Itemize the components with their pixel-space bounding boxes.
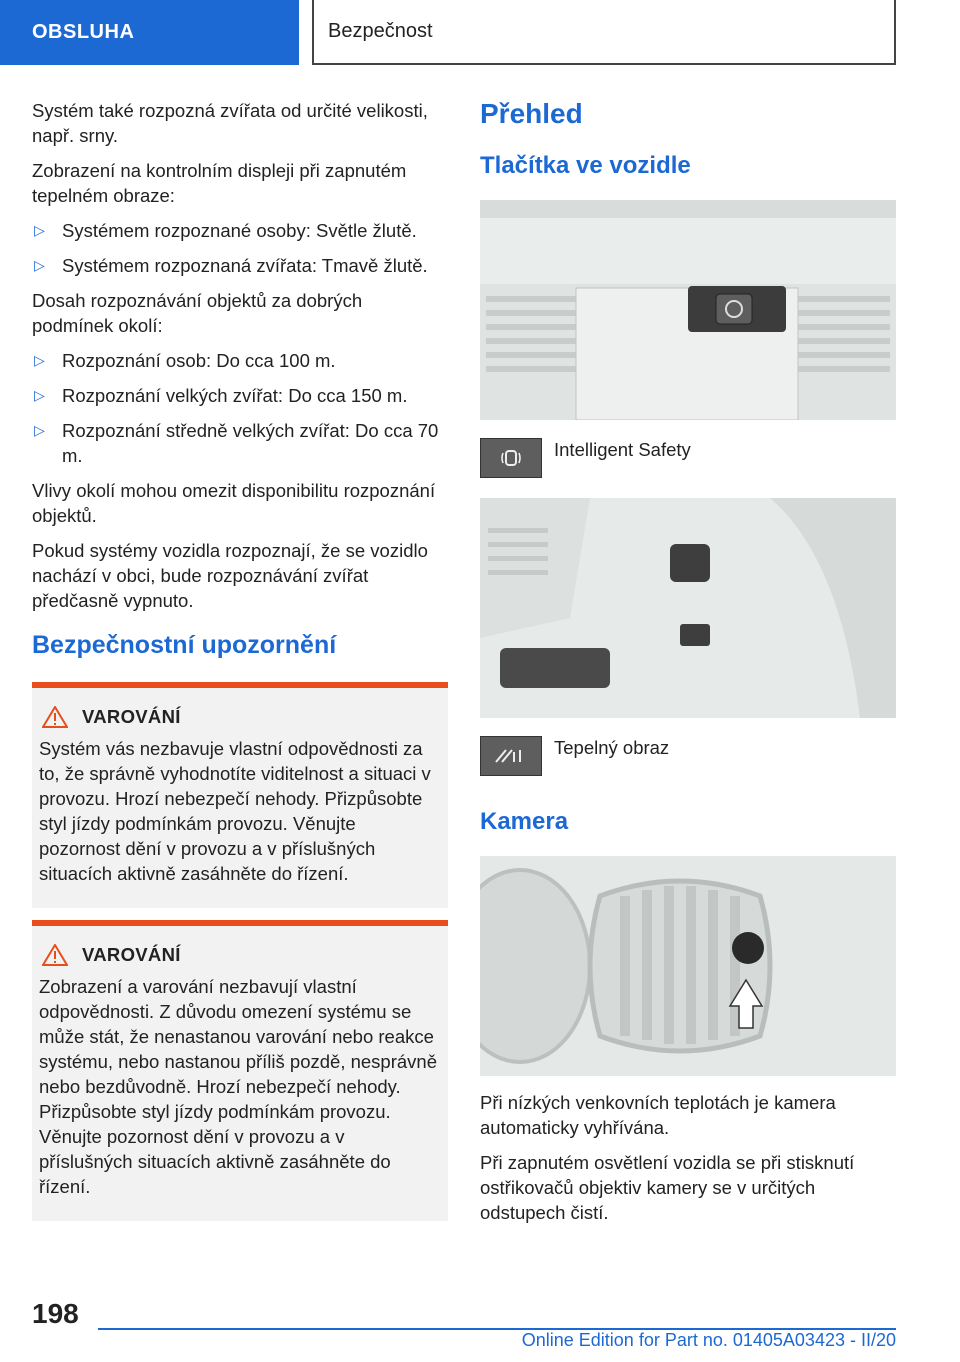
section-tab	[0, 0, 299, 65]
warning-box	[32, 920, 448, 1221]
paragraph: Zobrazení na kontrolním displeji při zapnutém tepelném obraze:	[32, 160, 407, 206]
paragraph: Při zapnutém osvětlení vozidla se při stisknutí ostřikovačů objektiv kamery se v určitých odstupech čistí.	[480, 1152, 855, 1223]
triangle-bullet-icon: ▷	[34, 222, 45, 238]
button-legend-row	[480, 736, 896, 776]
dashboard-illustration	[480, 200, 896, 420]
grille-illustration	[480, 856, 896, 1076]
list-item: ▷ Rozpoznání osob: Do cca 100 m.	[34, 350, 336, 371]
warning-text: Zobrazení a varování nezbavují vlastní odpovědnosti. Z důvodu omezení systému se může stát, že nenastanou varování nebo reakce systému, nebo nastanou příliš pozdě, nesprávně nebo bezdůvodně. Hrozí nebezpečí nehody. Přizpůsobte styl jízdy podmínkám provozu. Věnujte pozornost dění v provozu a v příslušných situacích aktivně zasáhněte do řízení.	[39, 976, 437, 1197]
edition-footer: Online Edition for Part no. 01405A03423 - II/20	[521, 1330, 896, 1350]
grille-camera-photo	[480, 856, 896, 1076]
list-item: ▷ Rozpoznání středně velkých zvířat: Do cca 70 m.	[34, 420, 439, 466]
button-legend-row	[480, 438, 896, 478]
warning-triangle-icon	[42, 944, 68, 966]
triangle-bullet-icon: ▷	[34, 422, 45, 438]
triangle-bullet-icon: ▷	[34, 352, 45, 368]
page-title: Přehled	[480, 98, 583, 129]
list-item: ▷ Systémem rozpoznané osoby: Světle žlutě.	[34, 220, 417, 241]
subheading: Tlačítka ve vozidle	[480, 152, 691, 179]
triangle-bullet-icon: ▷	[34, 387, 45, 403]
right-column	[480, 98, 896, 1235]
section-heading: Bezpečnostní upozornění	[32, 631, 337, 659]
warning-title: VAROVÁNÍ	[82, 944, 181, 965]
steering-column-photo	[480, 498, 896, 718]
left-column	[32, 98, 448, 1233]
section-label: OBSLUHA	[32, 21, 135, 43]
paragraph: Vlivy okolí mohou omezit disponibilitu rozpoznání objektů.	[32, 480, 436, 526]
list-item: ▷ Systémem rozpoznaná zvířata: Tmavě žlutě.	[34, 255, 428, 276]
chapter-tab	[312, 0, 896, 65]
paragraph: Při nízkých venkovních teplotách je kamera automaticky vyhřívána.	[480, 1092, 836, 1138]
dashboard-buttons-photo	[480, 200, 896, 420]
button-legend-label: Tepelný obraz	[554, 737, 670, 758]
bullet-list	[32, 218, 448, 278]
paragraph: Dosah rozpoznávání objektů za dobrých podmínek okolí:	[32, 290, 363, 336]
camera-heading: Kamera	[480, 808, 569, 835]
intelligent-safety-icon	[480, 438, 542, 478]
button-legend-label: Intelligent Safety	[554, 439, 691, 460]
warning-triangle-icon	[42, 706, 68, 728]
paragraph: Systém také rozpozná zvířata od určité velikosti, např. srny.	[32, 100, 428, 146]
warning-box	[32, 682, 448, 908]
triangle-bullet-icon: ▷	[34, 257, 45, 273]
page-number: 198	[32, 1298, 79, 1329]
steering-illustration	[480, 498, 896, 718]
chapter-label: Bezpečnost	[328, 20, 433, 42]
paragraph: Pokud systémy vozidla rozpoznají, že se vozidlo nachází v obci, bude rozpoznávání zvířat předčasně vypnuto.	[32, 540, 428, 611]
warning-title: VAROVÁNÍ	[82, 706, 181, 727]
thermal-image-icon	[480, 736, 542, 776]
warning-text: Systém vás nezbavuje vlastní odpovědnosti za to, že správně vyhodnotíte viditelnost a situaci v provozu. Hrozí nebezpečí nehody. Přizpůsobte styl jízdy podmínkám provozu. Věnujte pozornost dění v provozu a v příslušných situacích aktivně zasáhněte do řízení.	[39, 738, 431, 884]
list-item: ▷ Rozpoznání velkých zvířat: Do cca 150 m.	[34, 385, 408, 406]
bullet-list	[32, 348, 448, 468]
